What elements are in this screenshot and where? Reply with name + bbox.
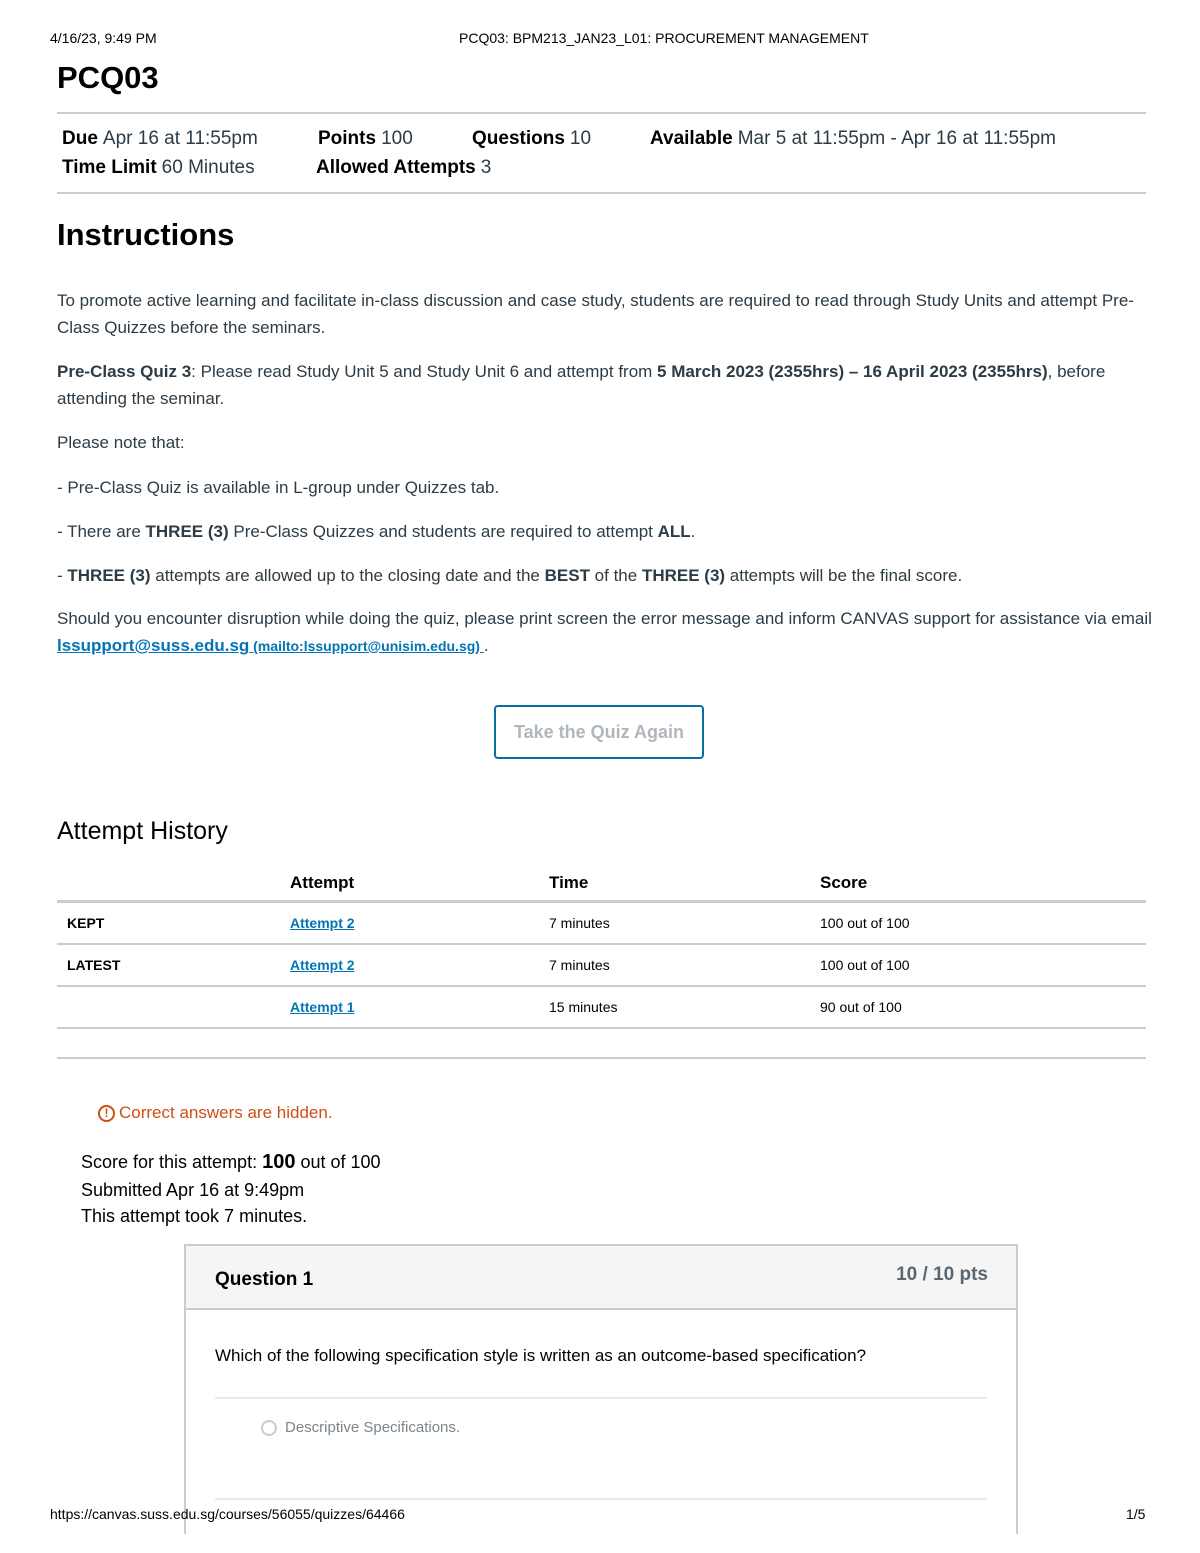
time-cell: 7 minutes: [549, 902, 820, 945]
time-limit-info: [62, 157, 255, 179]
instructions-bold: THREE (3): [641, 566, 726, 585]
instructions-bullet-2: [57, 518, 1152, 545]
print-datetime: 4/16/23, 9:49 PM: [50, 30, 157, 46]
question-card: [184, 1244, 1018, 1534]
attempt-link[interactable]: Attempt 2: [290, 957, 355, 973]
table-header-row: [57, 866, 1146, 902]
attempt-history-heading: Attempt History: [57, 817, 228, 845]
instructions-bullet-1: - Pre-Class Quiz is available in L-group under Quizzes tab.: [57, 478, 500, 497]
score-cell: 100 out of 100: [820, 902, 1146, 945]
instructions-text: : Please read Study Unit 5 and Study Unit 6 and attempt from: [191, 362, 658, 381]
answer-divider: [215, 1397, 987, 1399]
question-title: Question 1: [215, 1269, 314, 1290]
quiz-name-bold: Pre-Class Quiz 3: [57, 362, 192, 381]
table-row: [57, 986, 1146, 1028]
support-email-link[interactable]: [57, 636, 484, 655]
instructions-support: [57, 605, 1152, 660]
column-header-label: [57, 866, 290, 902]
attempt-cell: [290, 902, 549, 945]
allowed-attempts-info: [316, 157, 491, 179]
instructions-text: Should you encounter disruption while doing the quiz, please print screen the error message and inform CANVAS support for assistance via email: [57, 609, 1152, 628]
points-info: [318, 128, 413, 150]
table-row: [57, 902, 1146, 945]
instructions-text: attempts are allowed up to the closing date and the: [150, 566, 545, 585]
points-value: 100: [381, 128, 413, 149]
column-header-attempt: Attempt: [290, 866, 549, 902]
radio-icon: [261, 1420, 277, 1436]
question-points: 10 / 10 pts: [896, 1264, 988, 1285]
answer-divider: [215, 1498, 987, 1500]
available-info: [650, 128, 1056, 150]
due-info: [62, 128, 258, 150]
allowed-attempts-label: Allowed Attempts: [316, 157, 476, 178]
available-value: Mar 5 at 11:55pm - Apr 16 at 11:55pm: [737, 128, 1056, 149]
time-limit-label: Time Limit: [62, 157, 157, 178]
time-cell: 7 minutes: [549, 944, 820, 986]
instructions-bold: THREE (3): [145, 522, 229, 541]
instructions-bullet-3: [57, 562, 1152, 589]
question-text: Which of the following specification style is written as an outcome-based specification?: [215, 1346, 867, 1365]
due-value: Apr 16 at 11:55pm: [102, 128, 258, 149]
instructions-text: , before attending the seminar.: [57, 362, 1106, 408]
score-suffix: out of 100: [295, 1152, 381, 1172]
questions-label: Questions: [472, 128, 565, 149]
attempt-score: [81, 1151, 381, 1174]
attempt-submitted: Submitted Apr 16 at 9:49pm: [81, 1180, 305, 1200]
instructions-bold: ALL: [657, 522, 691, 541]
score-value: 100: [262, 1151, 296, 1173]
meta-divider: [57, 192, 1146, 194]
header-divider: [57, 112, 1146, 114]
attempt-cell: [290, 944, 549, 986]
table-row: [57, 944, 1146, 986]
print-url: https://canvas.suss.edu.sg/courses/56055/quizzes/64466: [50, 1506, 405, 1522]
print-page-number: 1/5: [1126, 1506, 1146, 1522]
instructions-text: -: [57, 566, 68, 585]
score-prefix: Score for this attempt:: [81, 1152, 263, 1172]
attempt-link[interactable]: Attempt 1: [290, 999, 355, 1015]
points-label: Points: [318, 128, 377, 149]
row-label: KEPT: [57, 902, 290, 945]
instructions-text: Pre-Class Quizzes and students are required to attempt: [228, 522, 658, 541]
due-label: Due: [62, 128, 98, 149]
warning-text: Correct answers are hidden.: [119, 1103, 333, 1122]
instructions-text: - There are: [57, 522, 146, 541]
quiz-dates-bold: 5 March 2023 (2355hrs) – 16 April 2023 (2355hrs): [657, 362, 1048, 381]
score-cell: 100 out of 100: [820, 944, 1146, 986]
instructions-text: .: [690, 522, 696, 541]
instructions-note: Please note that:: [57, 433, 185, 452]
instructions-text: attempts will be the final score.: [725, 566, 963, 585]
time-limit-value: 60 Minutes: [161, 157, 255, 178]
row-label: LATEST: [57, 944, 290, 986]
score-cell: 90 out of 100: [820, 986, 1146, 1028]
instructions-paragraph-2: [57, 358, 1152, 412]
attempt-duration: This attempt took 7 minutes.: [81, 1206, 308, 1226]
column-header-time: Time: [549, 866, 820, 902]
attempt-history-table: [57, 866, 1146, 1029]
page-title: PCQ03: [57, 60, 159, 95]
question-header: [186, 1246, 1016, 1310]
questions-value: 10: [569, 128, 592, 149]
support-mailto: (mailto:lssupport@unisim.edu.sg): [249, 638, 484, 654]
print-document-title: PCQ03: BPM213_JAN23_L01: PROCUREMENT MANAGEMENT: [459, 30, 869, 46]
allowed-attempts-value: 3: [480, 157, 492, 178]
instructions-heading: Instructions: [57, 217, 235, 252]
warning-icon: !: [98, 1105, 115, 1122]
questions-info: [472, 128, 591, 150]
instructions-text: of the: [589, 566, 642, 585]
attempt-link[interactable]: Attempt 2: [290, 915, 355, 931]
answer-option: [261, 1419, 460, 1436]
instructions-text: .: [483, 636, 489, 655]
row-label: [57, 986, 290, 1028]
column-header-score: Score: [820, 866, 1146, 902]
history-divider: [57, 1057, 1146, 1059]
available-label: Available: [650, 128, 733, 149]
attempt-cell: [290, 986, 549, 1028]
instructions-paragraph-1: To promote active learning and facilitate in-class discussion and case study, students are required to read through Study Units and attempt Pre-Class Quizzes before the seminars.: [57, 291, 1134, 337]
take-quiz-again-button[interactable]: Take the Quiz Again: [494, 705, 704, 759]
answers-hidden-warning: [98, 1103, 333, 1123]
instructions-bold: BEST: [544, 566, 590, 585]
answer-label: Descriptive Specifications.: [285, 1419, 461, 1436]
support-email: lssupport@suss.edu.sg: [57, 636, 250, 655]
time-cell: 15 minutes: [549, 986, 820, 1028]
instructions-bold: THREE (3): [67, 566, 151, 585]
